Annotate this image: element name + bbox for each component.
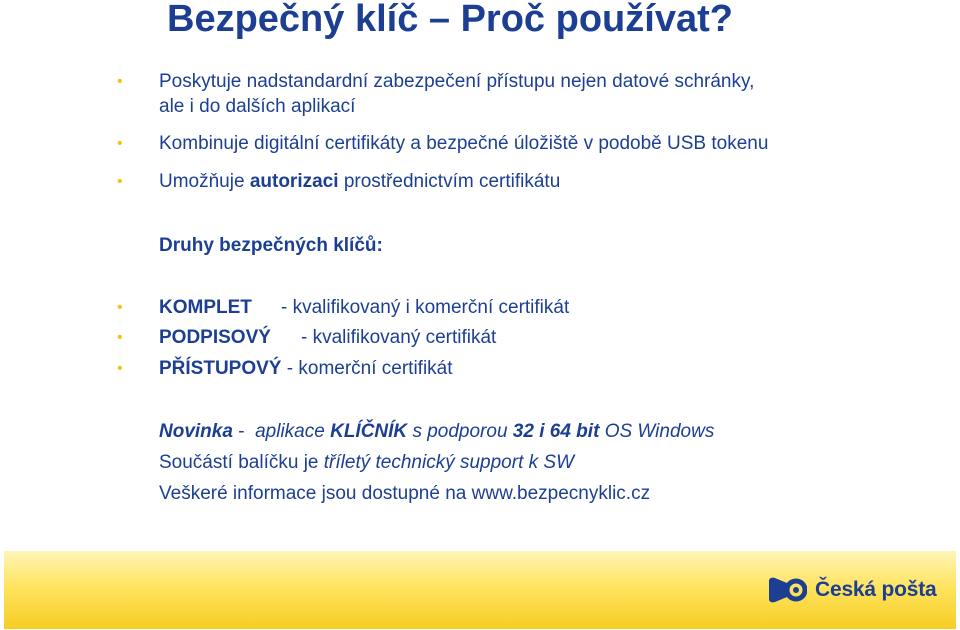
authorization-after: prostřednictvím certifikátu: [343, 171, 561, 192]
info-line: Veškeré informace jsou dostupné na www.bezpecnyklic.cz: [159, 483, 651, 504]
novinka-t2: s podporou: [412, 421, 508, 442]
support-italic: tříletý technický support k SW: [323, 452, 575, 473]
authorization-highlight: autorizaci: [249, 171, 339, 192]
bullet-protection-continued: ale i do dalších aplikací: [159, 96, 356, 117]
key-type-desc: - komerční certifikát: [286, 358, 453, 379]
novinka-bits: 32 i 64 bit: [512, 421, 600, 442]
bullet-protection: • Poskytuje nadstandardní zabezpečení přístupu nejen datové schránky,: [159, 70, 754, 94]
key-type-desc: - kvalifikovaný certifikát: [301, 327, 497, 348]
novinka-line: [159, 420, 714, 444]
key-type-name: PŘÍSTUPOVÝ: [159, 358, 282, 379]
key-type-podpisovy: [159, 326, 496, 350]
bullet-combines: • Kombinuje digitální certifikáty a bezpečné úložiště v podobě USB tokenu: [159, 132, 768, 156]
types-heading: Druhy bezpečných klíčů:: [159, 235, 383, 256]
key-type-pristupovy: [159, 357, 453, 381]
ceska-posta-logo: [767, 575, 937, 605]
support-line: [159, 451, 574, 475]
key-type-desc: - kvalifikovaný i komerční certifikát: [281, 297, 570, 318]
novinka-label: Novinka: [159, 421, 233, 442]
bullet-authorization: [159, 170, 560, 194]
novinka-dash: -: [238, 421, 245, 442]
authorization-before: Umožňuje: [159, 171, 245, 192]
horn-icon: [767, 577, 807, 603]
support-before: Součástí balíčku je: [159, 452, 319, 473]
key-type-name: PODPISOVÝ: [159, 327, 271, 348]
novinka-app: KLÍČNÍK: [330, 421, 408, 442]
logo-text: Česká pošta: [815, 578, 937, 601]
novinka-t3: OS Windows: [604, 421, 715, 442]
key-type-komplet: [159, 296, 569, 320]
novinka-t1: aplikace: [255, 421, 325, 442]
slide-title: Bezpečný klíč – Proč používat?: [167, 0, 733, 40]
key-type-name: KOMPLET: [159, 297, 252, 318]
